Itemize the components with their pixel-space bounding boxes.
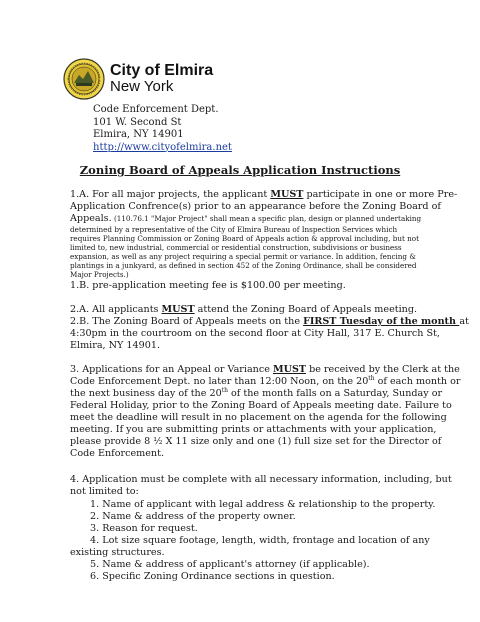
address-line-3: Elmira, NY 14901 [93,129,184,140]
s1-fee: 1.B. pre-application meeting fee is $100.00 per meeting. [70,280,346,291]
website-link[interactable]: http://www.cityofelmira.net [93,141,232,153]
s1-note-2: requires Planning Commission or Zoning Board of Appeals action & approval including, but not [70,234,419,243]
s4-item-4-cont: existing structures. [70,547,165,558]
s3-line-3: the next business day of the 20th of the month falls on a Saturday, Sunday or [70,386,443,399]
s1-line-2: Application Confrence(s) prior to an appearance before the Zoning Board of [70,201,441,212]
address-line-1: Code Enforcement Dept. [93,104,219,115]
org-state: New York [110,78,174,95]
s4-item-5: 5. Name & address of applicant's attorney (if applicable). [90,559,370,570]
brand-block [110,62,213,95]
s4-line-2: not limited to: [70,486,139,497]
s1-line-1: 1.A. For all major projects, the applicant MUST participate in one or more Pre- [70,189,458,200]
city-seal-logo [63,58,105,100]
s4-item-3: 3. Reason for request. [90,523,198,534]
s2-line-b: 2.B. The Zoning Board of Appeals meets on the FIRST Tuesday of the month at [70,316,469,327]
s4-item-2: 2. Name & address of the property owner. [90,511,296,522]
s1-note-3: limited to, new industrial, commercial or residential construction, subdivisions or business [70,243,402,252]
s2-line-b2: 4:30pm in the courtroom on the second floor at City Hall, 317 E. Church St, [70,328,440,339]
s4-item-4: 4. Lot size square footage, length, width, frontage and location of any [90,535,430,546]
org-name: City of Elmira [110,62,214,79]
s4-item-1: 1. Name of applicant with legal address & relationship to the property. [90,499,436,510]
s1-note-6: Major Projects.) [70,270,129,279]
s1-line-3: Appeals. (110.76.1 "Major Project" shall mean a specific plan, design or planned undertaking [70,213,422,224]
s3-line-7: please provide 8 ½ X 11 size only and one (1) full size set for the Director of [70,436,442,447]
s3-line-1: 3. Applications for an Appeal or Variance MUST be received by the Clerk at the [70,364,460,375]
s3-line-2: Code Enforcement Dept. no later than 12:00 Noon, on the 20th of each month or [70,374,461,387]
s3-line-8: Code Enforcement. [70,448,164,459]
department-address [93,104,232,154]
document-title: Zoning Board of Appeals Application Instructions [79,163,401,177]
address-line-2: 101 W. Second St [93,116,182,128]
s3-line-5: meet the deadline will result in no placement on the agenda for the following [70,412,447,423]
s3-line-6: meeting. If you are submitting prints or attachments with your application, [70,424,437,435]
s4-item-6: 6. Specific Zoning Ordinance sections in question. [90,571,335,582]
s1-note-1: determined by a representative of the City of Elmira Bureau of Inspection Services which [70,225,398,234]
s3-line-4: Federal Holiday, prior to the Zoning Board of Appeals meeting date. Failure to [70,400,452,411]
s1-note-4: expansion, as well as any project requiring a special permit or variance. In addition, fencing & [70,252,416,261]
s1-note-5: plantings in a junkyard, as defined in section 452 of the Zoning Ordinance, shall be considered [70,261,417,270]
s4-line-1: 4. Application must be complete with all necessary information, including, but [70,474,452,485]
s2-line-b3: Elmira, NY 14901. [70,340,160,351]
s2-line-a: 2.A. All applicants MUST attend the Zoning Board of Appeals meeting. [70,304,418,315]
